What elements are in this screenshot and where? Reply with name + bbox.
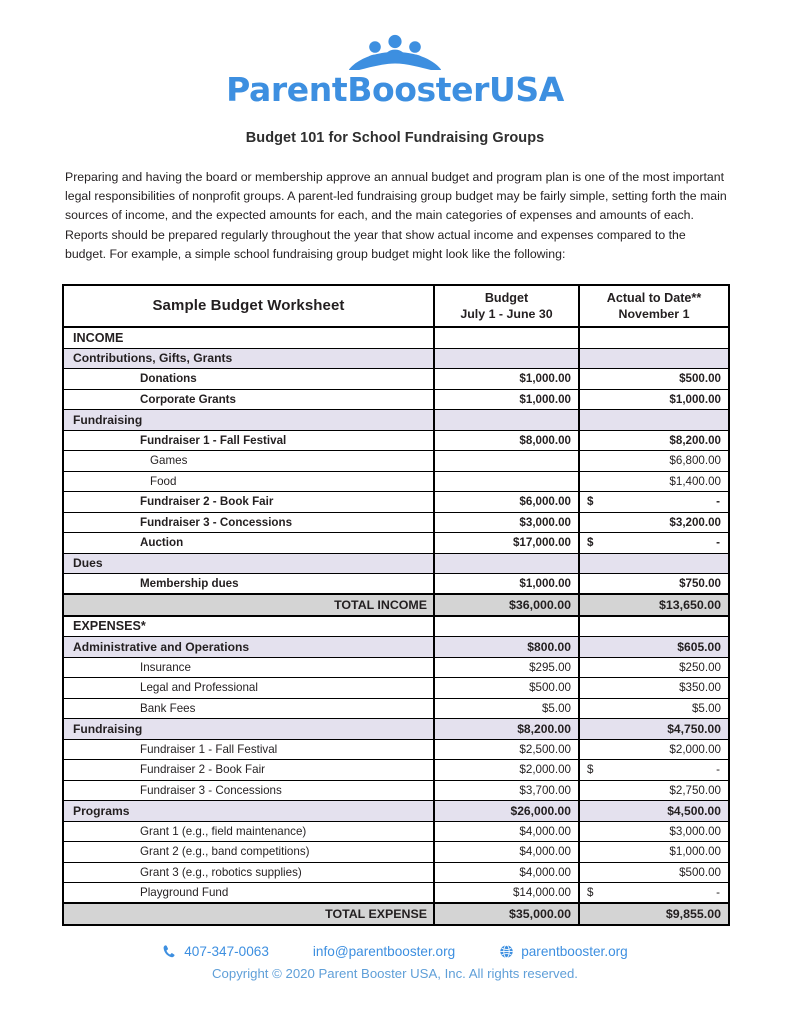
globe-icon — [499, 944, 514, 959]
table-row — [63, 369, 729, 390]
row-budget-value: $35,000.00 — [434, 903, 579, 925]
intro-paragraph: Preparing and having the board or membership approve an annual budget and program plan is one of the most important legal responsibilities of nonprofit groups. A parent-led fundraising group budget may be fairly simple, setting forth the main sources of income, and the expected amounts for each, and the main categories of expenses and amounts of each. Reports should be prepared regularly throughout the year that show actual income and expenses compared to the budget. For example, a simple school fundraising group budget might look like the following: — [65, 170, 727, 261]
table-row — [63, 327, 729, 348]
row-label: Fundraiser 3 - Concessions — [63, 780, 434, 801]
three-people-arc-icon — [349, 34, 441, 70]
footer-contact-row — [0, 944, 790, 959]
row-actual-value: $500.00 — [579, 369, 729, 390]
row-budget-value — [434, 451, 579, 472]
footer-phone[interactable] — [162, 944, 269, 959]
row-actual-value: $605.00 — [579, 637, 729, 658]
row-actual-value: $500.00 — [579, 862, 729, 883]
row-label: Insurance — [63, 657, 434, 678]
row-label: Grant 3 (e.g., robotics supplies) — [63, 862, 434, 883]
row-label: Bank Fees — [63, 698, 434, 719]
row-label: TOTAL INCOME — [63, 594, 434, 616]
table-row — [63, 430, 729, 451]
row-budget-value: $2,000.00 — [434, 760, 579, 781]
budget-column-header-line1: Budget — [484, 291, 529, 306]
row-budget-value: $800.00 — [434, 637, 579, 658]
row-actual-value — [579, 553, 729, 574]
row-actual-value: $1,400.00 — [579, 471, 729, 492]
table-row — [63, 678, 729, 699]
row-actual-value: $1,000.00 — [579, 842, 729, 863]
budget-table-wrapper — [62, 284, 728, 926]
row-budget-value: $3,700.00 — [434, 780, 579, 801]
row-label: Food — [63, 471, 434, 492]
row-budget-value: $8,200.00 — [434, 719, 579, 740]
row-label: Fundraiser 1 - Fall Festival — [63, 430, 434, 451]
table-row — [63, 801, 729, 822]
table-row — [63, 574, 729, 595]
row-actual-value: $13,650.00 — [579, 594, 729, 616]
row-label: Membership dues — [63, 574, 434, 595]
row-label: Auction — [63, 533, 434, 554]
row-actual-value: $750.00 — [579, 574, 729, 595]
row-actual-value: $9,855.00 — [579, 903, 729, 925]
footer-website[interactable] — [499, 944, 628, 959]
brand-logo — [0, 0, 790, 109]
row-budget-value: $295.00 — [434, 657, 579, 678]
row-budget-value: $4,000.00 — [434, 842, 579, 863]
row-label: Dues — [63, 553, 434, 574]
row-actual-value: $350.00 — [579, 678, 729, 699]
table-row — [63, 533, 729, 554]
table-row — [63, 348, 729, 369]
phone-icon — [162, 944, 177, 959]
row-label: Fundraising — [63, 719, 434, 740]
footer-phone-number: 407-347-0063 — [184, 944, 269, 959]
row-budget-value — [434, 471, 579, 492]
row-budget-value — [434, 410, 579, 431]
row-label: Playground Fund — [63, 883, 434, 904]
row-budget-value: $14,000.00 — [434, 883, 579, 904]
footer-email-address: info@parentbooster.org — [312, 944, 456, 959]
table-row — [63, 719, 729, 740]
table-row — [63, 451, 729, 472]
row-label: Donations — [63, 369, 434, 390]
row-label: Grant 1 (e.g., field maintenance) — [63, 821, 434, 842]
budget-column-header — [434, 285, 579, 327]
row-label: Grant 2 (e.g., band competitions) — [63, 842, 434, 863]
row-budget-value: $1,000.00 — [434, 574, 579, 595]
row-actual-value: $2,750.00 — [579, 780, 729, 801]
actual-column-header-line1: Actual to Date** — [606, 291, 702, 306]
row-label: EXPENSES* — [63, 616, 434, 637]
row-budget-value: $2,500.00 — [434, 739, 579, 760]
table-row — [63, 698, 729, 719]
table-row — [63, 512, 729, 533]
table-row — [63, 553, 729, 574]
row-label: Administrative and Operations — [63, 637, 434, 658]
row-label: TOTAL EXPENSE — [63, 903, 434, 925]
row-budget-value: $26,000.00 — [434, 801, 579, 822]
row-actual-value: $8,200.00 — [579, 430, 729, 451]
budget-table-body — [63, 327, 729, 925]
budget-column-header-line2: July 1 - June 30 — [460, 307, 553, 322]
row-label: Fundraiser 3 - Concessions — [63, 512, 434, 533]
table-row — [63, 780, 729, 801]
row-actual-value: $2,000.00 — [579, 739, 729, 760]
row-label: Programs — [63, 801, 434, 822]
row-actual-value: $6,800.00 — [579, 451, 729, 472]
row-budget-value — [434, 327, 579, 348]
row-actual-value: $ - — [579, 883, 729, 904]
row-label: Games — [63, 451, 434, 472]
sample-budget-worksheet-table — [62, 284, 730, 926]
row-budget-value: $17,000.00 — [434, 533, 579, 554]
row-label: Fundraiser 2 - Book Fair — [63, 760, 434, 781]
row-label: Fundraiser 1 - Fall Festival — [63, 739, 434, 760]
actual-column-header — [579, 285, 729, 327]
row-actual-value — [579, 348, 729, 369]
row-budget-value: $500.00 — [434, 678, 579, 699]
row-label: Corporate Grants — [63, 389, 434, 410]
table-row — [63, 492, 729, 513]
row-actual-value: $1,000.00 — [579, 389, 729, 410]
footer-email[interactable] — [313, 944, 455, 959]
row-actual-value: $5.00 — [579, 698, 729, 719]
row-actual-value: $3,200.00 — [579, 512, 729, 533]
row-budget-value: $3,000.00 — [434, 512, 579, 533]
brand-wordmark: ParentBoosterUSA — [226, 70, 564, 109]
table-row — [63, 616, 729, 637]
row-label: Legal and Professional — [63, 678, 434, 699]
row-actual-value — [579, 616, 729, 637]
table-row — [63, 657, 729, 678]
row-actual-value: $ - — [579, 492, 729, 513]
row-budget-value: $5.00 — [434, 698, 579, 719]
table-header-row — [63, 285, 729, 327]
row-actual-value: $ - — [579, 533, 729, 554]
table-row — [63, 389, 729, 410]
row-budget-value: $36,000.00 — [434, 594, 579, 616]
row-actual-value: $ - — [579, 760, 729, 781]
table-row — [63, 842, 729, 863]
footer-website-url: parentbooster.org — [521, 944, 628, 959]
table-row — [63, 739, 729, 760]
row-budget-value — [434, 553, 579, 574]
row-actual-value: $4,750.00 — [579, 719, 729, 740]
row-actual-value: $250.00 — [579, 657, 729, 678]
actual-column-header-line2: November 1 — [618, 307, 690, 322]
row-budget-value — [434, 616, 579, 637]
row-budget-value: $8,000.00 — [434, 430, 579, 451]
row-budget-value: $4,000.00 — [434, 862, 579, 883]
row-label: Fundraising — [63, 410, 434, 431]
table-row — [63, 760, 729, 781]
table-row — [63, 821, 729, 842]
table-row — [63, 903, 729, 925]
page-footer — [0, 944, 790, 981]
table-row — [63, 862, 729, 883]
table-row — [63, 637, 729, 658]
table-row — [63, 410, 729, 431]
row-budget-value: $1,000.00 — [434, 369, 579, 390]
row-budget-value: $1,000.00 — [434, 389, 579, 410]
worksheet-title-cell: Sample Budget Worksheet — [63, 285, 434, 327]
row-budget-value: $4,000.00 — [434, 821, 579, 842]
row-actual-value — [579, 327, 729, 348]
row-actual-value: $3,000.00 — [579, 821, 729, 842]
row-label: Fundraiser 2 - Book Fair — [63, 492, 434, 513]
table-row — [63, 594, 729, 616]
page-title: Budget 101 for School Fundraising Groups — [245, 130, 545, 146]
row-budget-value — [434, 348, 579, 369]
table-row — [63, 883, 729, 904]
row-actual-value: $4,500.00 — [579, 801, 729, 822]
row-budget-value: $6,000.00 — [434, 492, 579, 513]
row-actual-value — [579, 410, 729, 431]
footer-copyright: Copyright © 2020 Parent Booster USA, Inc. All rights reserved. — [212, 966, 578, 981]
row-label: INCOME — [63, 327, 434, 348]
row-label: Contributions, Gifts, Grants — [63, 348, 434, 369]
table-row — [63, 471, 729, 492]
